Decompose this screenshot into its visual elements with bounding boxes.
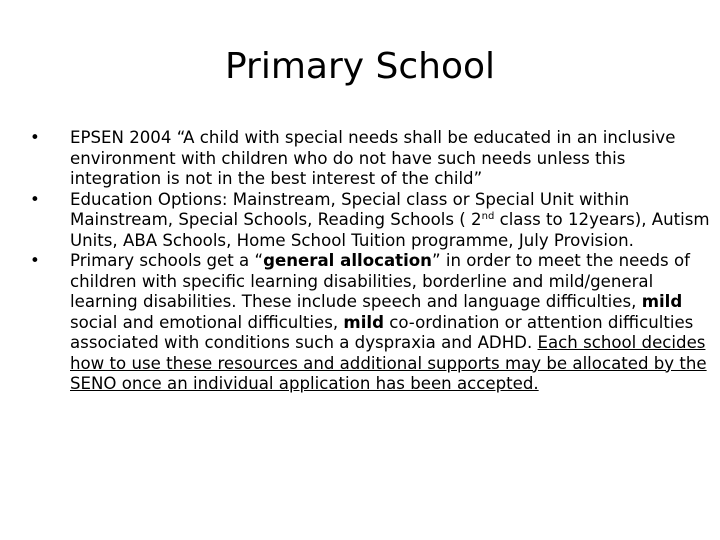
bullet-dot-icon: • <box>30 189 40 209</box>
bullet-text-allocation-part-1: Primary schools get a “ <box>70 251 264 270</box>
bullet-dot-icon: • <box>30 128 40 147</box>
bold-mild-1: mild <box>641 292 683 311</box>
bullet-list <box>30 128 710 395</box>
bold-general-allocation: general allocation <box>263 251 432 270</box>
bullet-text-education-options-a: Education Options: Mainstream, Special class or Special Unit within Mainstream, Special Schools, Reading Schools ( 2 <box>70 189 630 229</box>
bullet-item-general-allocation <box>30 251 710 395</box>
bullet-item-education-options <box>30 190 710 252</box>
bullet-text-epsen: EPSEN 2004 “A child with special needs shall be educated in an inclusive environment with children who do not have such needs unless this integration is not in the best interest of the child” <box>70 128 676 188</box>
bold-mild-2: mild <box>343 312 384 332</box>
superscript-nd: nd <box>481 211 495 222</box>
bullet-text-education-options-b: class to 12years), Autism Units, ABA Schools, Home School Tuition programme, July Provision. <box>70 210 710 250</box>
bullet-dot-icon: • <box>30 251 40 270</box>
bullet-text-allocation-part-2: ” in order to meet the needs of children with specific learning disabilities, borderline and mild/general learning disabilities. These include speech and language difficulties, <box>70 251 690 311</box>
bullet-item-epsen <box>30 128 710 190</box>
slide-title: Primary School <box>224 46 496 87</box>
bullet-text-allocation-part-4: co-ordination or attention difficulties associated with conditions such a dyspraxia and ADHD. <box>70 312 694 352</box>
underlined-seno-note: Each school decides how to use these resources and additional supports may be allocated by the SENO once an individual application has been accepted. <box>70 333 707 393</box>
bullet-text-allocation-part-3: social and emotional difficulties, <box>70 312 344 332</box>
